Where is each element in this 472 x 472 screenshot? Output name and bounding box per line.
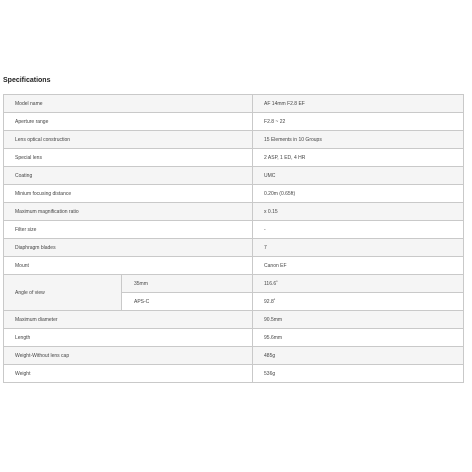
spec-value: 7	[253, 239, 464, 257]
table-row	[4, 113, 464, 131]
spec-value: 536g	[253, 365, 464, 383]
spec-value: 485g	[253, 347, 464, 365]
spec-label: Length	[4, 329, 253, 347]
table-row	[4, 149, 464, 167]
table-row	[4, 167, 464, 185]
specifications-table	[3, 94, 464, 383]
table-row	[4, 185, 464, 203]
spec-label: Minium focusing distance	[4, 185, 253, 203]
spec-value: 15 Elements in 10 Groups	[253, 131, 464, 149]
spec-label: Coating	[4, 167, 253, 185]
spec-value: 0.20m (0.65ft)	[253, 185, 464, 203]
spec-value: -	[253, 221, 464, 239]
table-row	[4, 257, 464, 275]
spec-value: Canon EF	[253, 257, 464, 275]
specifications-title: Specifications	[3, 77, 51, 84]
spec-value: 116.6˚	[253, 275, 464, 293]
table-row	[4, 131, 464, 149]
table-row	[4, 203, 464, 221]
spec-label-angle-of-view: Angle of view	[4, 275, 122, 311]
spec-value: UMC	[253, 167, 464, 185]
spec-value: 90.5mm	[253, 311, 464, 329]
table-row	[4, 329, 464, 347]
spec-label: Weight-Without lens cap	[4, 347, 253, 365]
spec-sublabel: APS-C	[122, 293, 253, 311]
spec-value: 95.6mm	[253, 329, 464, 347]
table-row	[4, 221, 464, 239]
spec-label: Model name	[4, 95, 253, 113]
spec-sublabel: 35mm	[122, 275, 253, 293]
table-row	[4, 311, 464, 329]
spec-value: F2.8 ~ 22	[253, 113, 464, 131]
table-row	[4, 365, 464, 383]
table-row	[4, 347, 464, 365]
table-row	[4, 275, 464, 293]
spec-value: AF 14mm F2.8 EF	[253, 95, 464, 113]
spec-value: x 0.15	[253, 203, 464, 221]
spec-label: Diaphragm blades	[4, 239, 253, 257]
table-row	[4, 239, 464, 257]
spec-label: Maximum magnification ratio	[4, 203, 253, 221]
spec-value: 2 ASP, 1 ED, 4 HR	[253, 149, 464, 167]
spec-label: Special lens	[4, 149, 253, 167]
spec-label: Weight	[4, 365, 253, 383]
spec-value: 92.8˚	[253, 293, 464, 311]
spec-label: Mount	[4, 257, 253, 275]
spec-label: Maximum diameter	[4, 311, 253, 329]
spec-label: Aperture range	[4, 113, 253, 131]
spec-label: Filter size	[4, 221, 253, 239]
table-row	[4, 95, 464, 113]
spec-label: Lens optical construction	[4, 131, 253, 149]
